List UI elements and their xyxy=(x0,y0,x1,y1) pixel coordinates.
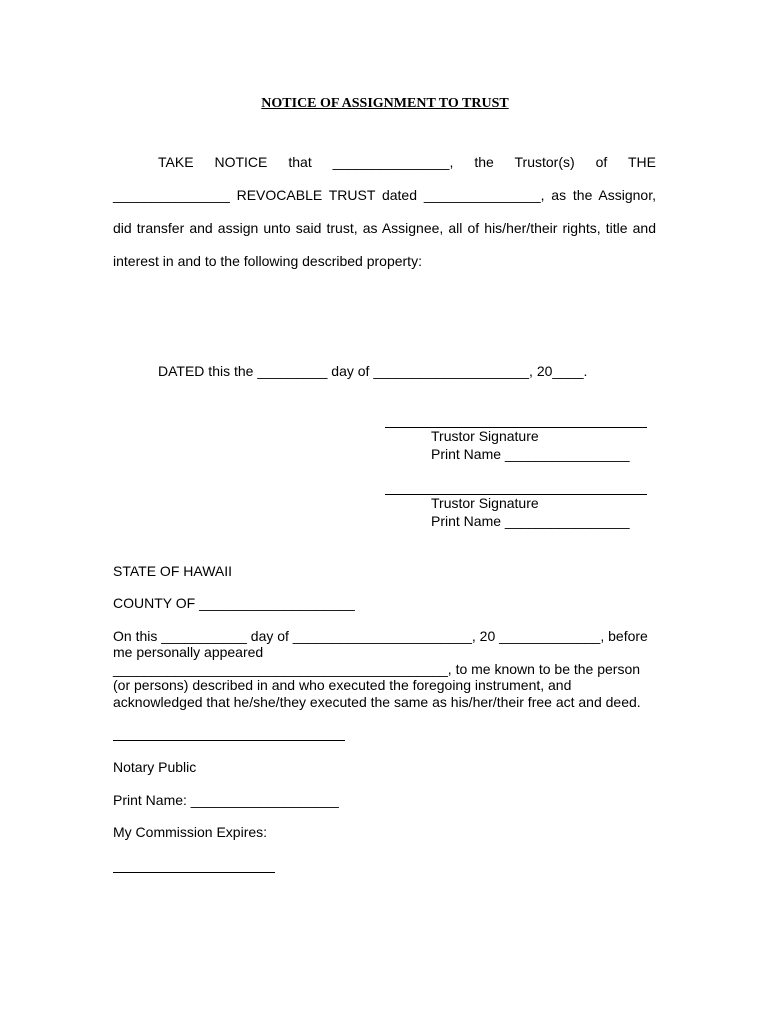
acknowledgment-line-1: On this ___________ day of _______________________, 20 _____________, before xyxy=(113,628,648,644)
document-title: NOTICE OF ASSIGNMENT TO TRUST xyxy=(261,96,509,111)
county-line: COUNTY OF ____________________ xyxy=(113,595,355,611)
acknowledgment-line-4: (or persons) described in and who executed the foregoing instrument, and xyxy=(113,677,572,693)
state-heading: STATE OF HAWAII xyxy=(113,563,232,579)
acknowledgment-line-3: ___________________________________________, to me known to be the person xyxy=(113,661,641,677)
print-name-line-1: Print Name ________________ xyxy=(431,446,630,462)
notary-public-label: Notary Public xyxy=(113,759,197,775)
print-name-line-2: Print Name ________________ xyxy=(431,513,630,529)
acknowledgment-line-2: me personally appeared xyxy=(113,644,264,660)
notary-print-name-line: Print Name: ___________________ xyxy=(113,792,339,808)
commission-expires-line[interactable] xyxy=(113,872,275,873)
dated-line: DATED this the _________ day of ____________________, 20____. xyxy=(158,363,588,379)
intro-paragraph: TAKE NOTICE that _______________, the Trustor(s) of THE _______________ REVOCABLE TRUST dated _______________, as the Assignor, did transfer and assign unto said trust, as Assignee, all of his/her/their rights, title and interest in and to the following described property: xyxy=(113,154,656,269)
trustor-signature-label-2: Trustor Signature xyxy=(431,495,539,511)
acknowledgment-line-5: acknowledged that he/she/they executed the same as his/her/their free act and deed. xyxy=(113,694,641,710)
notary-signature-line[interactable] xyxy=(113,740,345,741)
trustor-signature-label-1: Trustor Signature xyxy=(431,428,539,444)
commission-expires-label: My Commission Expires: xyxy=(113,824,268,840)
